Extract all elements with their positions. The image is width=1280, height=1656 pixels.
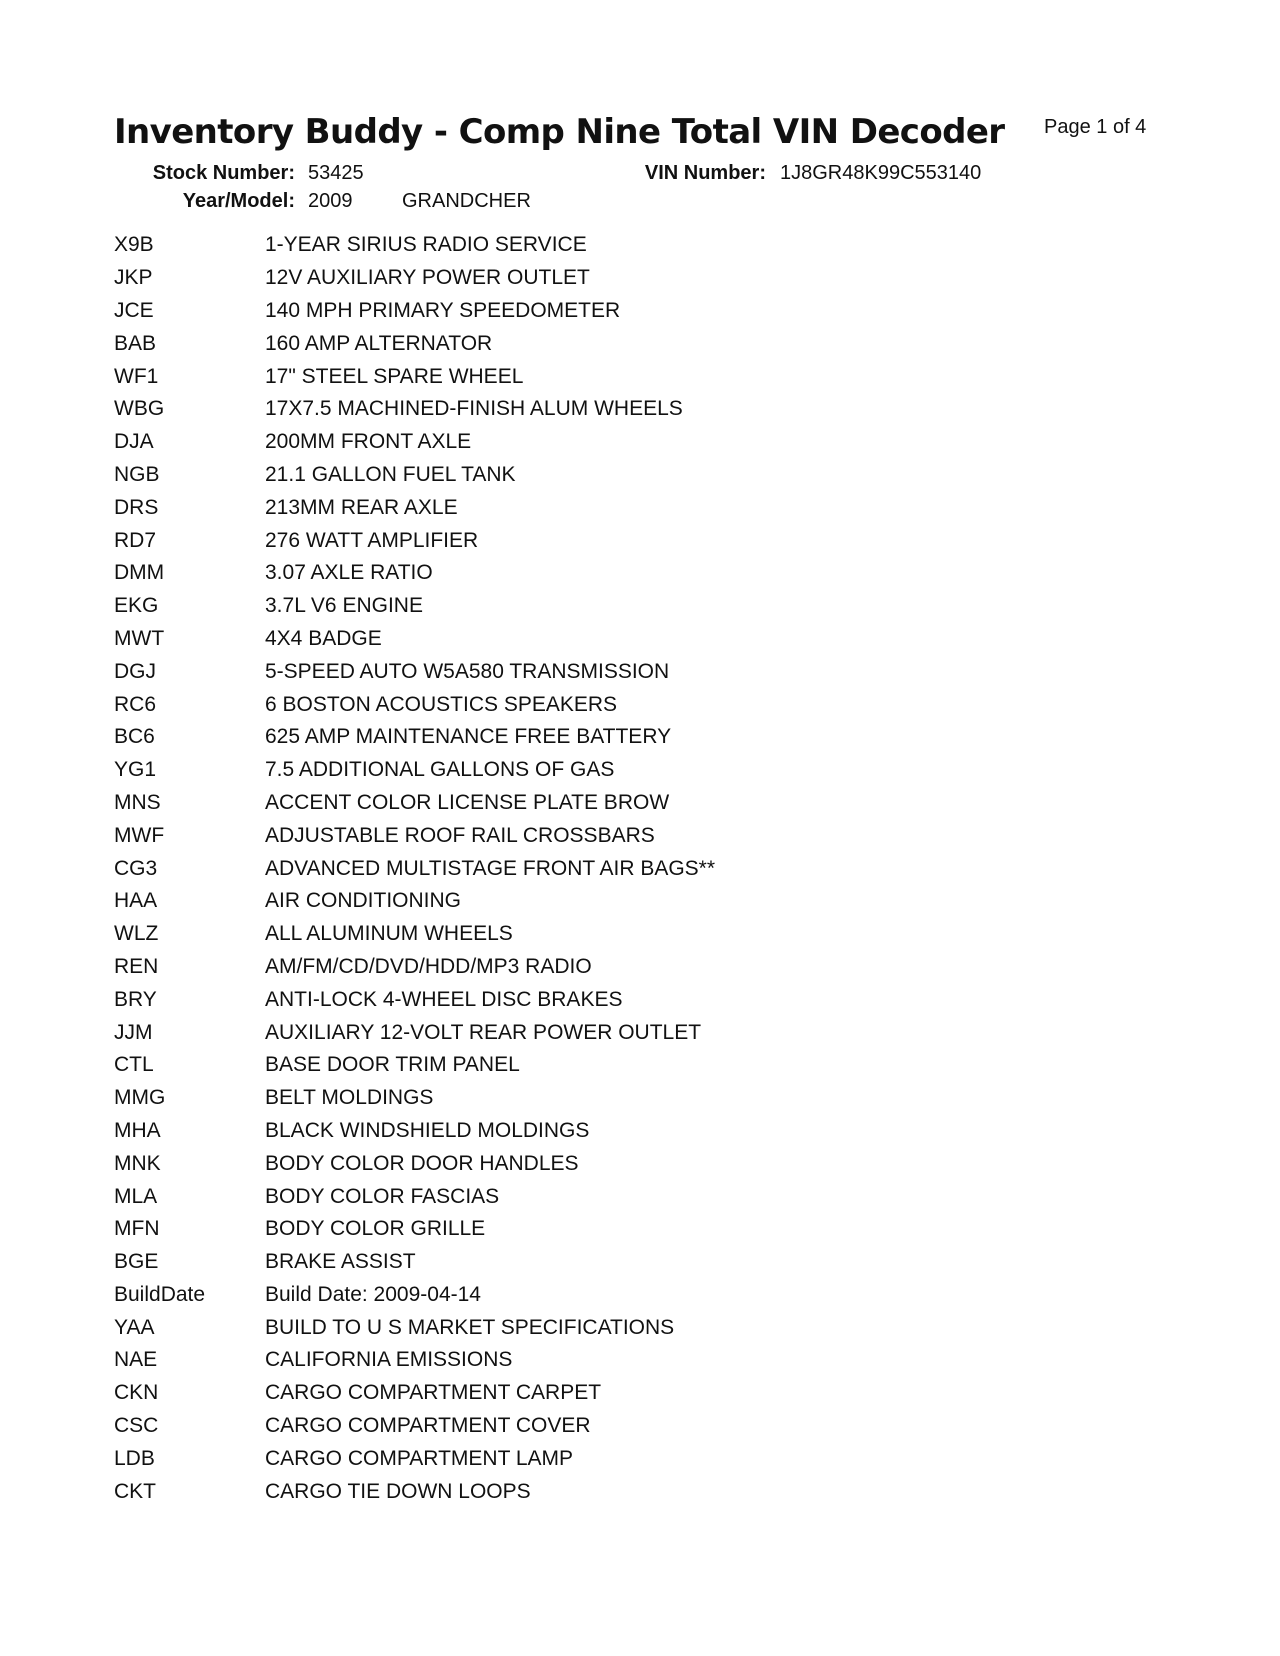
- option-row: [114, 590, 1014, 623]
- option-description: CALIFORNIA EMISSIONS: [265, 1348, 513, 1372]
- option-code: BAB: [114, 331, 157, 355]
- option-row: [114, 1115, 1014, 1148]
- option-row: [114, 1311, 1014, 1344]
- option-code: MMG: [114, 1086, 166, 1110]
- option-row: [114, 721, 1014, 754]
- option-row: [114, 491, 1014, 524]
- option-description: ALL ALUMINUM WHEELS: [265, 922, 513, 946]
- option-code: MLA: [114, 1184, 158, 1208]
- option-code: CKT: [114, 1479, 156, 1503]
- option-description: ANTI-LOCK 4-WHEEL DISC BRAKES: [265, 987, 623, 1011]
- option-row: [114, 1344, 1014, 1377]
- option-code: LDB: [114, 1446, 155, 1470]
- option-code: MNK: [114, 1151, 161, 1175]
- option-code: MFN: [114, 1217, 160, 1241]
- model-name-value: GRANDCHER: [402, 190, 531, 212]
- option-row: [114, 1016, 1014, 1049]
- option-description: 3.7L V6 ENGINE: [265, 594, 423, 618]
- page-indicator: Page 1 of 4: [1044, 116, 1147, 138]
- option-description: 17" STEEL SPARE WHEEL: [265, 364, 524, 388]
- option-code: CSC: [114, 1414, 159, 1438]
- option-description: 213MM REAR AXLE: [265, 495, 458, 519]
- option-code: WF1: [114, 364, 159, 388]
- option-row: [114, 885, 1014, 918]
- option-description: 4X4 BADGE: [265, 626, 382, 650]
- option-description: BODY COLOR DOOR HANDLES: [265, 1151, 579, 1175]
- option-description: ADVANCED MULTISTAGE FRONT AIR BAGS**: [265, 856, 716, 880]
- option-code: DJA: [114, 430, 154, 454]
- option-code: RD7: [114, 528, 157, 552]
- option-description: AM/FM/CD/DVD/HDD/MP3 RADIO: [265, 954, 592, 978]
- option-row: [114, 852, 1014, 885]
- stock-number-value: 53425: [308, 162, 364, 184]
- option-row: [114, 360, 1014, 393]
- option-row: [114, 951, 1014, 984]
- option-row: [114, 1377, 1014, 1410]
- option-description: BUILD TO U S MARKET SPECIFICATIONS: [265, 1315, 675, 1339]
- option-code: HAA: [114, 889, 158, 913]
- option-description: Build Date: 2009-04-14: [265, 1282, 481, 1306]
- option-code: CG3: [114, 856, 158, 880]
- option-row: [114, 459, 1014, 492]
- option-code: JKP: [114, 266, 153, 290]
- option-description: 160 AMP ALTERNATOR: [265, 331, 493, 355]
- option-description: 200MM FRONT AXLE: [265, 430, 472, 454]
- option-row: [114, 327, 1014, 360]
- option-row: [114, 655, 1014, 688]
- stock-number-label: Stock Number:: [152, 162, 295, 184]
- option-row: [114, 1147, 1014, 1180]
- report-title: Inventory Buddy - Comp Nine Total VIN Decoder: [114, 112, 1005, 152]
- option-code: NAE: [114, 1348, 158, 1372]
- vin-number-value: 1J8GR48K99C553140: [780, 162, 982, 184]
- option-code: NGB: [114, 462, 160, 486]
- option-description: 140 MPH PRIMARY SPEEDOMETER: [265, 298, 621, 322]
- option-code: YAA: [114, 1315, 155, 1339]
- option-row: [114, 1082, 1014, 1115]
- option-code: REN: [114, 954, 159, 978]
- option-code-list: [114, 229, 1014, 1508]
- option-code: BuildDate: [114, 1282, 206, 1306]
- option-row: [114, 1213, 1014, 1246]
- option-description: CARGO COMPARTMENT CARPET: [265, 1381, 602, 1405]
- option-description: 7.5 ADDITIONAL GALLONS OF GAS: [265, 758, 615, 782]
- option-code: CTL: [114, 1053, 154, 1077]
- option-description: AIR CONDITIONING: [265, 889, 462, 913]
- option-row: [114, 688, 1014, 721]
- option-row: [114, 1246, 1014, 1279]
- option-code: WLZ: [114, 922, 159, 946]
- option-code: JJM: [114, 1020, 153, 1044]
- option-description: 276 WATT AMPLIFIER: [265, 528, 479, 552]
- option-description: 3.07 AXLE RATIO: [265, 561, 433, 585]
- option-description: BRAKE ASSIST: [265, 1250, 416, 1274]
- option-description: CARGO COMPARTMENT LAMP: [265, 1446, 574, 1470]
- option-description: CARGO COMPARTMENT COVER: [265, 1414, 591, 1438]
- option-description: AUXILIARY 12-VOLT REAR POWER OUTLET: [265, 1020, 702, 1044]
- option-code: RC6: [114, 692, 157, 716]
- option-description: 5-SPEED AUTO W5A580 TRANSMISSION: [265, 659, 670, 683]
- option-row: [114, 754, 1014, 787]
- option-code: JCE: [114, 298, 154, 322]
- option-row: [114, 918, 1014, 951]
- option-row: [114, 1279, 1014, 1312]
- year-model-label: Year/Model:: [182, 190, 295, 212]
- option-row: [114, 1180, 1014, 1213]
- option-row: [114, 1049, 1014, 1082]
- option-code: EKG: [114, 594, 159, 618]
- model-year-value: 2009: [308, 190, 353, 212]
- option-description: CARGO TIE DOWN LOOPS: [265, 1479, 531, 1503]
- option-code: X9B: [114, 233, 154, 257]
- option-code: YG1: [114, 758, 157, 782]
- option-row: [114, 426, 1014, 459]
- option-code: CKN: [114, 1381, 159, 1405]
- option-description: 21.1 GALLON FUEL TANK: [265, 462, 516, 486]
- option-description: ADJUSTABLE ROOF RAIL CROSSBARS: [265, 823, 655, 847]
- option-row: [114, 393, 1014, 426]
- option-description: 6 BOSTON ACOUSTICS SPEAKERS: [265, 692, 618, 716]
- option-code: MNS: [114, 790, 161, 814]
- option-description: 17X7.5 MACHINED-FINISH ALUM WHEELS: [265, 397, 683, 421]
- option-row: [114, 524, 1014, 557]
- option-row: [114, 295, 1014, 328]
- option-row: [114, 819, 1014, 852]
- option-code: BRY: [114, 987, 157, 1011]
- option-description: BLACK WINDSHIELD MOLDINGS: [265, 1118, 590, 1142]
- option-description: BELT MOLDINGS: [265, 1086, 434, 1110]
- option-code: MWT: [114, 626, 165, 650]
- option-code: DMM: [114, 561, 165, 585]
- option-code: WBG: [114, 397, 165, 421]
- option-description: 12V AUXILIARY POWER OUTLET: [265, 266, 590, 290]
- option-code: MHA: [114, 1118, 161, 1142]
- option-code: BC6: [114, 725, 155, 749]
- option-row: [114, 983, 1014, 1016]
- option-row: [114, 623, 1014, 656]
- option-row: [114, 1475, 1014, 1508]
- option-description: 625 AMP MAINTENANCE FREE BATTERY: [265, 725, 672, 749]
- option-row: [114, 1410, 1014, 1443]
- option-description: BASE DOOR TRIM PANEL: [265, 1053, 520, 1077]
- option-description: BODY COLOR FASCIAS: [265, 1184, 500, 1208]
- option-row: [114, 557, 1014, 590]
- option-description: ACCENT COLOR LICENSE PLATE BROW: [265, 790, 670, 814]
- option-row: [114, 262, 1014, 295]
- option-description: BODY COLOR GRILLE: [265, 1217, 486, 1241]
- option-code: MWF: [114, 823, 165, 847]
- option-description: 1-YEAR SIRIUS RADIO SERVICE: [265, 233, 587, 257]
- option-row: [114, 229, 1014, 262]
- option-code: DRS: [114, 495, 159, 519]
- option-row: [114, 1442, 1014, 1475]
- option-code: BGE: [114, 1250, 159, 1274]
- vin-number-label: VIN Number:: [644, 162, 766, 184]
- option-row: [114, 787, 1014, 820]
- option-code: DGJ: [114, 659, 156, 683]
